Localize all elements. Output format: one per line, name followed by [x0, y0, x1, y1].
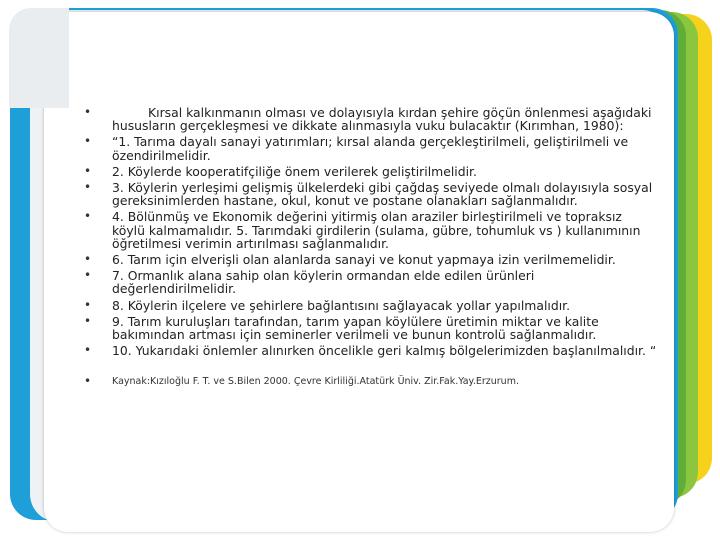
bullet-text: “1. Tarıma dayalı sanayi yatırımları; kırsal alanda gerçekleştirilmeli, geliştirilmeli ve özendirilmelidir.	[112, 134, 629, 163]
bullet-text: 3. Köylerin yerleşimi gelişmiş ülkelerdeki gibi çağdaş seviyede olmalı dolayısıyla sosyal gereksinimlerden hastane, okul, konut ve postane olanakları sağlanmalıdır.	[112, 180, 653, 209]
list-item	[80, 299, 658, 312]
list-item	[80, 315, 658, 341]
list-item	[80, 135, 658, 161]
bullet-text: 10. Yukarıdaki önlemler alınırken öncelikle geri kalmış bölgelerimizden başlanılmalıdır. “	[112, 343, 657, 359]
list-item	[80, 344, 658, 357]
bullet-icon: •	[84, 313, 92, 328]
bullet-icon: •	[84, 180, 92, 195]
list-item	[80, 269, 658, 295]
bullet-icon: •	[84, 252, 92, 267]
bullet-text: 4. Bölünmüş ve Ekonomik değerini yitirmiş olan araziler birleştirilmeli ve topraksız köylü kalmamalıdır. 5. Tarımdaki girdilerin (sulama, gübre, tohumluk vs ) kullanımının öğretilmesi verimin artırılması sağlanmalıdır.	[112, 209, 641, 251]
bullet-text: 9. Tarım kuruluşları tarafından, tarım yapan köylülere üretimin miktar ve kalite bakımından artması için seminerler verilmeli ve bunun kontrolü sağlanmalıdır.	[112, 313, 599, 343]
list-item	[80, 210, 658, 250]
list-item	[80, 181, 658, 207]
bullet-text: Kırsal kalkınmanın olması ve dolayısıyla kırdan şehire göçün önlenmesi aşağıdaki hususların gerçekleşmesi ve dikkate alınmasıyla vuku bulacaktır (Kırımhan, 1980):	[112, 105, 652, 134]
bullet-text: 8. Köylerin ilçelere ve şehirlere bağlantısını sağlayacak yollar yapılmalıdır.	[112, 297, 571, 313]
bullet-text: 6. Tarım için elverişli olan alanlarda sanayi ve konut yapmaya izin verilmemelidir.	[112, 252, 616, 268]
bullet-icon: •	[84, 268, 92, 283]
source-citation	[80, 375, 658, 388]
bullet-icon: •	[84, 105, 92, 119]
bullet-icon: •	[84, 374, 92, 389]
bullet-icon: •	[84, 297, 92, 312]
source-text: Kaynak:Kızıloğlu F. T. ve S.Bilen 2000. Çevre Kirliliği.Atatürk Üniv. Zir.Fak.Yay.Erzurum.	[112, 376, 519, 388]
bullet-icon: •	[84, 134, 92, 149]
bullet-icon: •	[84, 209, 92, 224]
bullet-icon: •	[84, 343, 92, 358]
page-fold	[9, 8, 69, 108]
bullet-icon: •	[84, 163, 92, 178]
bullet-text: 2. Köylerde kooperatifçiliğe önem verilerek geliştirilmelidir.	[112, 163, 477, 179]
list-item	[80, 253, 658, 266]
list-item	[80, 106, 658, 132]
bullet-list	[80, 106, 658, 389]
list-item	[80, 165, 658, 178]
bullet-text: 7. Ormanlık alana sahip olan köylerin ormandan elde edilen ürünleri değerlendirilmelidir.	[112, 268, 535, 297]
slide-content	[80, 106, 658, 392]
